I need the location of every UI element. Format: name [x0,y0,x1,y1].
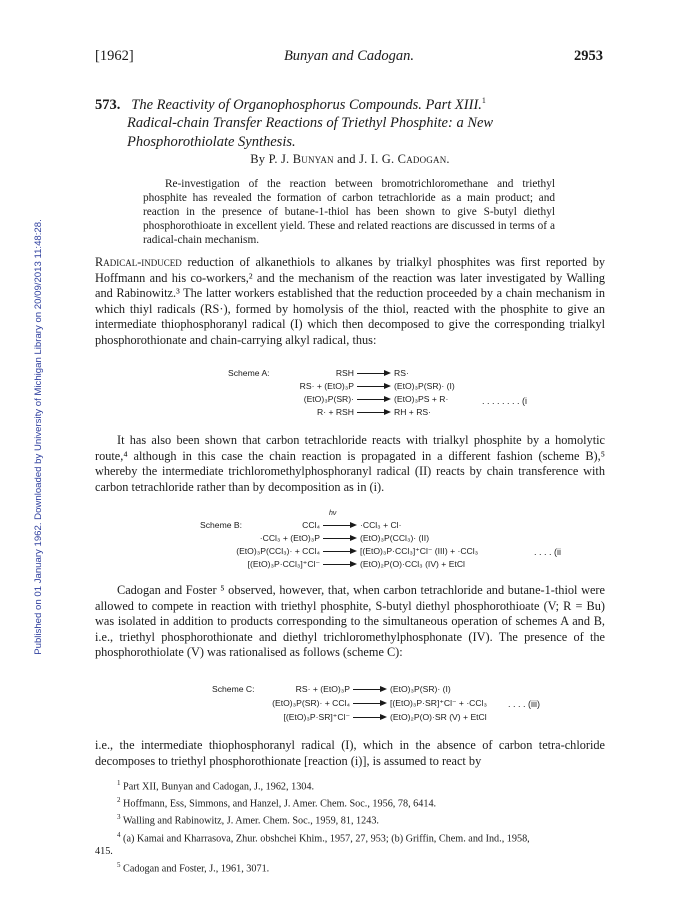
abstract [143,177,555,247]
scheme-a-label: Scheme A: [228,368,270,378]
reaction-arrow [357,384,391,390]
scheme-b-row-3: (EtO)₃P(CCl₃)· + CCl₄ [(EtO)₃P·CCl₃]⁺Cl⁻ (III) + ·CCl₃ [236,546,479,556]
paragraph-1-text: reduction of alkanethiols to alkanes by trialkyl phosphites was first reported by Hoffmann and his co-workers,² and the mechanism of the reaction was later investigated by Walling and Rabinowitz.³ The latter workers established that the reduction proceeded by a chain mechanism in which thiyl radicals (RS·), formed by homolysis of the thiol, reacted with the phosphite to give an intermediate thiophosphoranyl radical (I) which then decomposed to give the corresponding trialkyl phosphorothionate and chain-carrying alkyl radical, thus: [95,255,605,347]
scheme-a-row-2: RS· + (EtO)₃P (EtO)₃P(SR)· (I) [299,381,455,391]
author-1: P. J. Bunyan [268,152,334,166]
reaction-arrow [353,701,387,707]
title-line-3: Phosphorothiolate Synthesis. [127,134,296,151]
scheme-c-row-2: (EtO)₃P(SR)· + CCl₄ [(EtO)₃P·SR]⁺Cl⁻ + ·CCl₃ [272,698,487,708]
paragraph-3-text: Cadogan and Foster ⁵ observed, however, that, when carbon tetrachloride and butane-1-thiol were allowed to compete in reaction with triethyl phosphite, S-butyl diethyl phosphorothioate (V; R = Bu) was isolated in addition to products corresponding to the simultaneous operation of schemes A and B, i.e., triethyl phosphorothionate and diethyl trichloromethylphosphonate (IV). The presence of the phosphorothiolate (V) was rationalised as follows (scheme C): [95,583,605,660]
reaction-arrow [357,371,391,377]
paragraph-2 [95,433,605,495]
scheme-a [190,368,610,420]
scheme-a-row-4: R· + RSH RH + RS· [316,407,432,417]
equation-tag-i: . . . . . . . . (i [482,396,528,406]
scheme-c [190,684,610,728]
header-page-number: 2953 [574,48,603,64]
footnotes [95,777,605,876]
equation-tag-ii: . . . . (ii [534,547,561,557]
download-watermark: Published on 01 January 1962. Downloaded by University of Michigan Library on 20/09/2013 11:48:28. [33,219,44,655]
scheme-b-label: Scheme B: [200,520,243,530]
scheme-b-row-2: ·CCl₃ + (EtO)₃P (EtO)₃P(CCl₃)· (II) [259,533,430,543]
footnote-1: $^1$ Part XII, Bunyan and Cadogan, J., 1962, 1304. [117,779,315,793]
reaction-arrow [323,536,357,542]
footnote-4-continued: 415. [95,845,113,857]
footnote-5: $^5$ Cadogan and Foster, J., 1961, 3071. [117,860,270,874]
scheme-b-row-4: [(EtO)₃P·CCl₃]⁺Cl⁻ (EtO)₂P(O)·CCl₃ (IV) + EtCl [247,559,465,569]
author-by: By [250,152,266,166]
footnote-3: $^3$ Walling and Rabinowitz, J. Amer. Chem. Soc., 1959, 81, 1243. [117,813,379,827]
title-line-2: Radical-chain Transfer Reactions of Triethyl Phosphite: a New [127,115,494,132]
header-year: [1962] [95,48,134,64]
paragraph-2-text: It has also been shown that carbon tetrachloride reacts with trialkyl phosphite by a homolytic route,⁴ although in this case the chain reaction is propagated in a different fashion (scheme B),⁵ whereby the intermediate trichloromethylphosphoranyl radical (II) reacts by chain transference with carbon tetrachloride rather than by decomposition as in (i). [95,433,605,494]
reaction-arrow [357,410,391,416]
paragraph-4-text: i.e., the intermediate thiophosphoranyl radical (I), which in the absence of carbon tetra-chloride decomposes to triethyl phosphorothionate [reaction (i)], is assumed to react by [95,738,605,768]
scheme-a-row-3: (EtO)₃P(SR)· (EtO)₃PS + R· [303,394,449,404]
article-number: 573. [95,96,121,113]
scheme-b-row-1: CCl₄ ·CCl₃ + Cl· [302,520,402,530]
reaction-arrow [357,397,391,403]
reaction-arrow [323,562,357,568]
reaction-arrow [323,523,357,529]
scheme-c-row-1: RS· + (EtO)₃P (EtO)₃P(SR)· (I) [295,684,451,694]
title-footnote-ref: 1 [481,96,486,105]
author-2: J. I. G. Cadogan. [359,152,450,166]
running-header [95,48,603,68]
author-and: and [337,152,356,166]
reaction-arrow [353,715,387,721]
paragraph-3 [95,583,605,661]
header-running-title: Bunyan and Cadogan. [283,48,415,64]
scheme-c-label: Scheme C: [212,684,255,694]
hv-label: hν [329,510,337,517]
paragraph-1-lead: Radical-induced [95,255,182,269]
reaction-arrow [323,549,357,555]
footnote-2: $^2$ Hoffmann, Ess, Simmons, and Hanzel, J. Amer. Chem. Soc., 1956, 78, 6414. [117,796,437,810]
equation-tag-iii: . . . . (iii) [508,699,540,709]
scheme-a-row-1: RSH RS· [335,368,409,378]
paragraph-4 [95,738,605,769]
paragraph-1 [95,255,605,348]
reaction-arrow [353,687,387,693]
scheme-c-row-3: [(EtO)₃P·SR]⁺Cl⁻ (EtO)₂P(O)·SR (V) + EtCl [283,712,487,722]
abstract-text: Re-investigation of the reaction between bromotrichloromethane and triethyl phosphite has revealed the formation of carbon tetrachloride as a main product; and reaction in the presence of butane-1-thiol has been shown to give S-butyl diethyl phosphorothioate in excellent yield. These and related reactions are discussed in terms of a radical-chain mechanism. [143,178,555,246]
title-line-1: The Reactivity of Organophosphorus Compounds. Part XIII. [131,96,482,113]
scheme-b [170,510,610,570]
author-line [95,152,605,167]
article-title [95,92,605,152]
footnote-4: $^4$ (a) Kamai and Kharrasova, Zhur. obshchei Khim., 1957, 27, 953; (b) Griffin, Chem. and Ind., 1958, [117,830,530,844]
